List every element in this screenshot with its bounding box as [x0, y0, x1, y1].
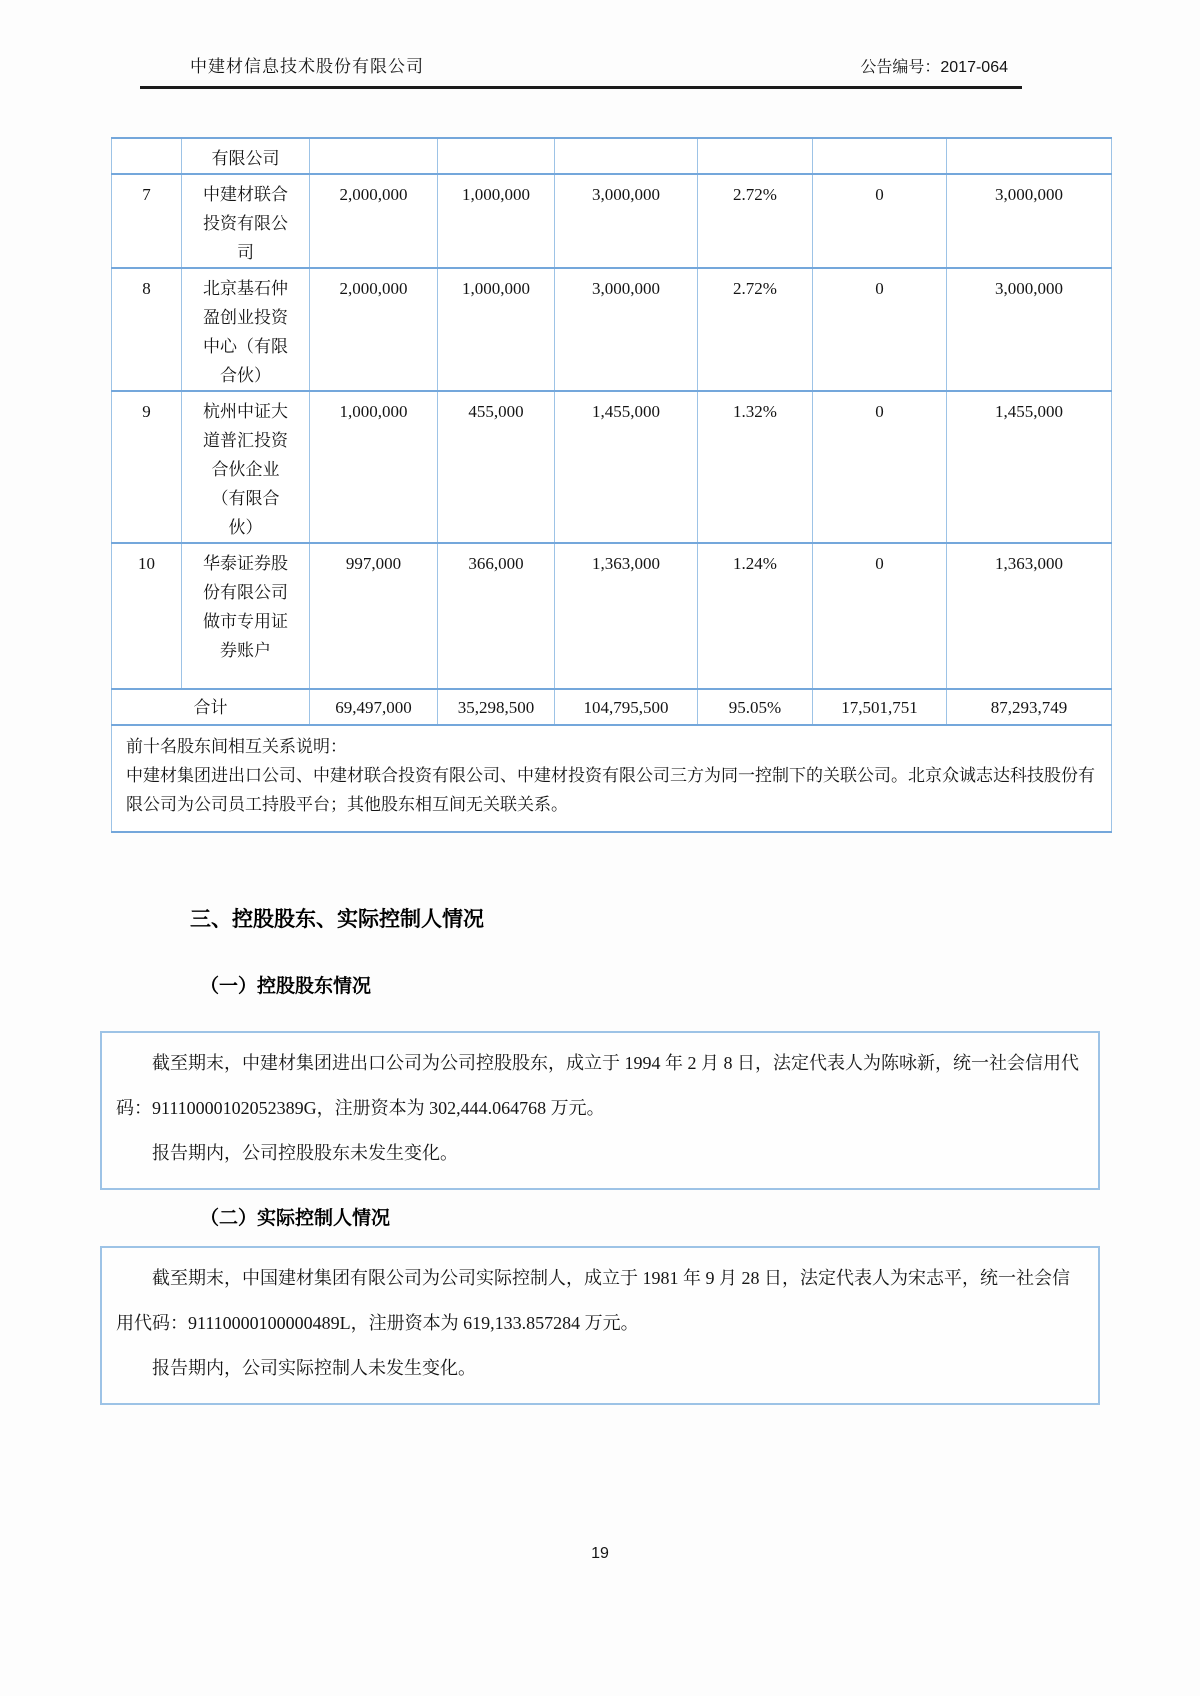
cell-total-value: 35,298,500	[438, 689, 555, 725]
table-row	[112, 174, 1112, 268]
cell-value: 3,000,000	[947, 174, 1112, 268]
actual-controller-box	[100, 1246, 1100, 1405]
cell-value	[555, 138, 698, 174]
cell-value	[947, 138, 1112, 174]
cell-shareholder-name: 中建材联合投资有限公司	[182, 174, 310, 268]
table-notes-row	[112, 725, 1112, 832]
cell-no	[112, 138, 182, 174]
section-heading-controlling-shareholder: 三、控股股东、实际控制人情况	[190, 908, 484, 931]
company-name: 中建材信息技术股份有限公司	[190, 57, 424, 76]
cell-value: 0	[813, 268, 947, 391]
announcement-no-value: 2017-064	[940, 59, 1008, 76]
actual-controller-paragraph: 截至期末，中国建材集团有限公司为公司实际控制人，成立于 1981 年 9 月 28 日，法定代表人为宋志平，统一社会信用代码：91110000100000489L，注册资本为 619,133.857284 万元。	[116, 1268, 1070, 1333]
cell-value: 1,455,000	[555, 391, 698, 543]
note-body: 中建材集团进出口公司、中建材联合投资有限公司、中建材投资有限公司三方为同一控制下的关联公司。北京众诚志达科技股份有限公司为公司员工持股平台；其他股东相互间无关联关系。	[126, 766, 1095, 814]
controlling-shareholder-box	[100, 1031, 1100, 1190]
cell-value: 997,000	[310, 543, 438, 689]
cell-total-value: 69,497,000	[310, 689, 438, 725]
cell-value: 2,000,000	[310, 268, 438, 391]
table-row	[112, 268, 1112, 391]
cell-no: 9	[112, 391, 182, 543]
shareholder-table	[111, 137, 1112, 833]
cell-value: 0	[813, 174, 947, 268]
cell-value: 455,000	[438, 391, 555, 543]
announcement-label: 公告编号：	[860, 59, 941, 76]
relationship-note-cell	[112, 725, 1112, 832]
actual-controller-change-note: 报告期内，公司实际控制人未发生变化。	[152, 1358, 476, 1378]
controlling-shareholder-paragraph: 截至期末，中建材集团进出口公司为公司控股股东，成立于 1994 年 2 月 8 日，法定代表人为陈咏新，统一社会信用代码：91110000102052389G，注册资本为 302,444.064768 万元。	[116, 1053, 1079, 1118]
shareholder-table-container	[111, 137, 1111, 833]
cell-value: 0	[813, 391, 947, 543]
cell-total-value: 104,795,500	[555, 689, 698, 725]
cell-value	[698, 138, 813, 174]
cell-value: 366,000	[438, 543, 555, 689]
cell-value: 1,000,000	[438, 268, 555, 391]
cell-value: 2.72%	[698, 174, 813, 268]
cell-no: 7	[112, 174, 182, 268]
page-number: 19	[591, 1545, 609, 1562]
cell-value: 1,000,000	[310, 391, 438, 543]
cell-no: 8	[112, 268, 182, 391]
cell-shareholder-name: 华泰证券股份有限公司做市专用证券账户	[182, 543, 310, 689]
table-row	[112, 543, 1112, 689]
note-title: 前十名股东间相互关系说明：	[126, 737, 347, 756]
page-header	[140, 52, 1022, 89]
cell-shareholder-name: 有限公司	[182, 138, 310, 174]
cell-total-value: 87,293,749	[947, 689, 1112, 725]
subsection-heading-controlling-shareholder: （一）控股股东情况	[200, 976, 372, 997]
subsection-heading-actual-controller: （二）实际控制人情况	[200, 1208, 391, 1229]
table-row	[112, 391, 1112, 543]
announcement-number	[860, 54, 1022, 77]
cell-value: 2.72%	[698, 268, 813, 391]
cell-value: 1,363,000	[555, 543, 698, 689]
cell-value: 2,000,000	[310, 174, 438, 268]
cell-value: 1,455,000	[947, 391, 1112, 543]
cell-value: 3,000,000	[555, 268, 698, 391]
cell-no: 10	[112, 543, 182, 689]
controlling-shareholder-change-note: 报告期内，公司控股股东未发生变化。	[152, 1143, 458, 1163]
cell-value	[310, 138, 438, 174]
cell-total-value: 17,501,751	[813, 689, 947, 725]
cell-value: 1,000,000	[438, 174, 555, 268]
cell-value: 3,000,000	[555, 174, 698, 268]
cell-value	[813, 138, 947, 174]
cell-value: 1,363,000	[947, 543, 1112, 689]
cell-value: 3,000,000	[947, 268, 1112, 391]
cell-value	[438, 138, 555, 174]
table-total-row	[112, 689, 1112, 725]
cell-shareholder-name: 杭州中证大道普汇投资合伙企业（有限合伙）	[182, 391, 310, 543]
cell-value: 1.32%	[698, 391, 813, 543]
cell-total-label: 合计	[112, 689, 310, 725]
cell-shareholder-name: 北京基石仲盈创业投资中心（有限合伙）	[182, 268, 310, 391]
cell-total-value: 95.05%	[698, 689, 813, 725]
cell-value: 0	[813, 543, 947, 689]
cell-value: 1.24%	[698, 543, 813, 689]
table-row-carryover	[112, 138, 1112, 174]
